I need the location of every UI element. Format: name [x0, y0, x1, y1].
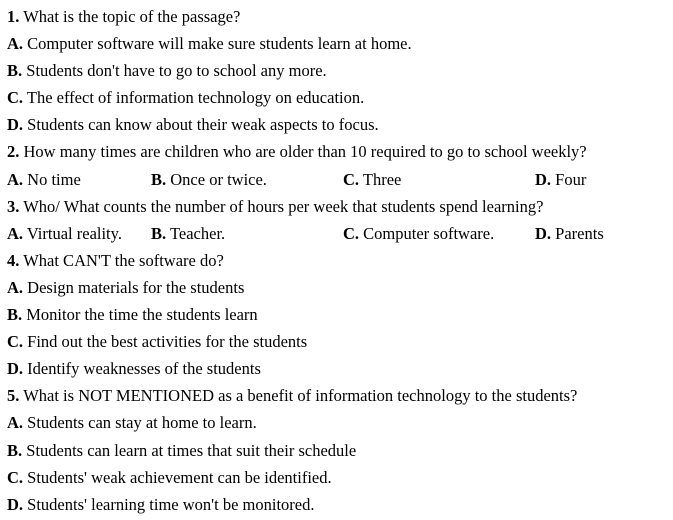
question-1: [7, 3, 673, 30]
q4-option-a: [7, 274, 673, 301]
question-number: 1.: [7, 7, 20, 26]
question-text: How many times are children who are older than 10 required to go to school weekly?: [23, 142, 587, 162]
option-letter: B.: [7, 305, 23, 325]
q2-option-b: [151, 166, 267, 193]
option-text: Virtual reality.: [26, 223, 122, 243]
option-text: Students' weak achievement can be identified.: [27, 467, 332, 487]
q5-option-d: [7, 491, 673, 518]
option-letter: D.: [7, 115, 24, 135]
q5-option-b: [7, 437, 673, 464]
q2-option-d: [535, 166, 586, 193]
question-text: What is NOT MENTIONED as a benefit of information technology to the students?: [23, 386, 578, 406]
option-text: Design materials for the students: [27, 277, 245, 297]
option-text: Find out the best activities for the students: [27, 332, 308, 352]
option-letter: C.: [343, 223, 360, 243]
option-text: No time: [27, 169, 81, 189]
question-3: [7, 193, 673, 220]
question-5: [7, 382, 673, 409]
option-text: Computer software.: [363, 223, 495, 243]
q2-option-c: [343, 166, 401, 193]
option-letter: C.: [343, 169, 360, 189]
question-4: [7, 247, 673, 274]
option-letter: B.: [7, 61, 23, 81]
option-text: Teacher.: [169, 223, 226, 243]
option-letter: A.: [7, 223, 24, 243]
option-text: The effect of information technology on education.: [26, 88, 365, 108]
option-text: Computer software will make sure students learn at home.: [27, 34, 412, 54]
q4-option-b: [7, 301, 673, 328]
q2-options-row: [7, 166, 673, 193]
option-letter: D.: [7, 359, 24, 379]
q4-option-c: [7, 328, 673, 355]
option-text: Students can stay at home to learn.: [27, 413, 257, 433]
option-letter: B.: [151, 223, 167, 243]
option-letter: A.: [7, 277, 24, 297]
q1-option-c: [7, 84, 673, 111]
question-number: 3.: [7, 196, 20, 216]
q2-option-a: [7, 166, 81, 193]
option-text: Students can learn at times that suit their schedule: [26, 440, 357, 460]
option-text: Three: [362, 169, 402, 189]
question-text: What is the topic of the passage?: [23, 7, 241, 26]
option-text: Students can know about their weak aspects to focus.: [27, 115, 379, 135]
q1-option-a: [7, 30, 673, 57]
option-text: Students don't have to go to school any more.: [26, 61, 327, 81]
q3-option-c: [343, 220, 494, 247]
q3-option-a: [7, 220, 122, 247]
question-text: Who/ What counts the number of hours per week that students spend learning?: [23, 196, 544, 216]
option-letter: D.: [535, 223, 552, 243]
option-text: Identify weaknesses of the students: [27, 359, 261, 379]
option-letter: C.: [7, 467, 24, 487]
option-text: Parents: [555, 223, 604, 243]
question-number: 2.: [7, 142, 20, 162]
option-letter: D.: [535, 169, 552, 189]
question-2: [7, 138, 673, 165]
question-text: What CAN'T the software do?: [23, 250, 224, 270]
q5-option-a: [7, 409, 673, 436]
option-letter: A.: [7, 413, 24, 433]
option-letter: B.: [151, 169, 167, 189]
q3-option-b: [151, 220, 225, 247]
q1-option-d: [7, 111, 673, 138]
option-letter: D.: [7, 494, 24, 514]
q3-options-row: [7, 220, 673, 247]
q5-option-c: [7, 464, 673, 491]
option-letter: B.: [7, 440, 23, 460]
option-letter: C.: [7, 332, 24, 352]
option-letter: A.: [7, 34, 24, 54]
option-text: Students' learning time won't be monitored.: [27, 494, 315, 514]
q4-option-d: [7, 355, 673, 382]
option-letter: A.: [7, 169, 24, 189]
question-number: 5.: [7, 386, 20, 406]
option-text: Four: [555, 169, 587, 189]
question-number: 4.: [7, 250, 20, 270]
q1-option-b: [7, 57, 673, 84]
q3-option-d: [535, 220, 604, 247]
option-text: Once or twice.: [170, 169, 267, 189]
option-text: Monitor the time the students learn: [26, 305, 258, 325]
option-letter: C.: [7, 88, 24, 108]
